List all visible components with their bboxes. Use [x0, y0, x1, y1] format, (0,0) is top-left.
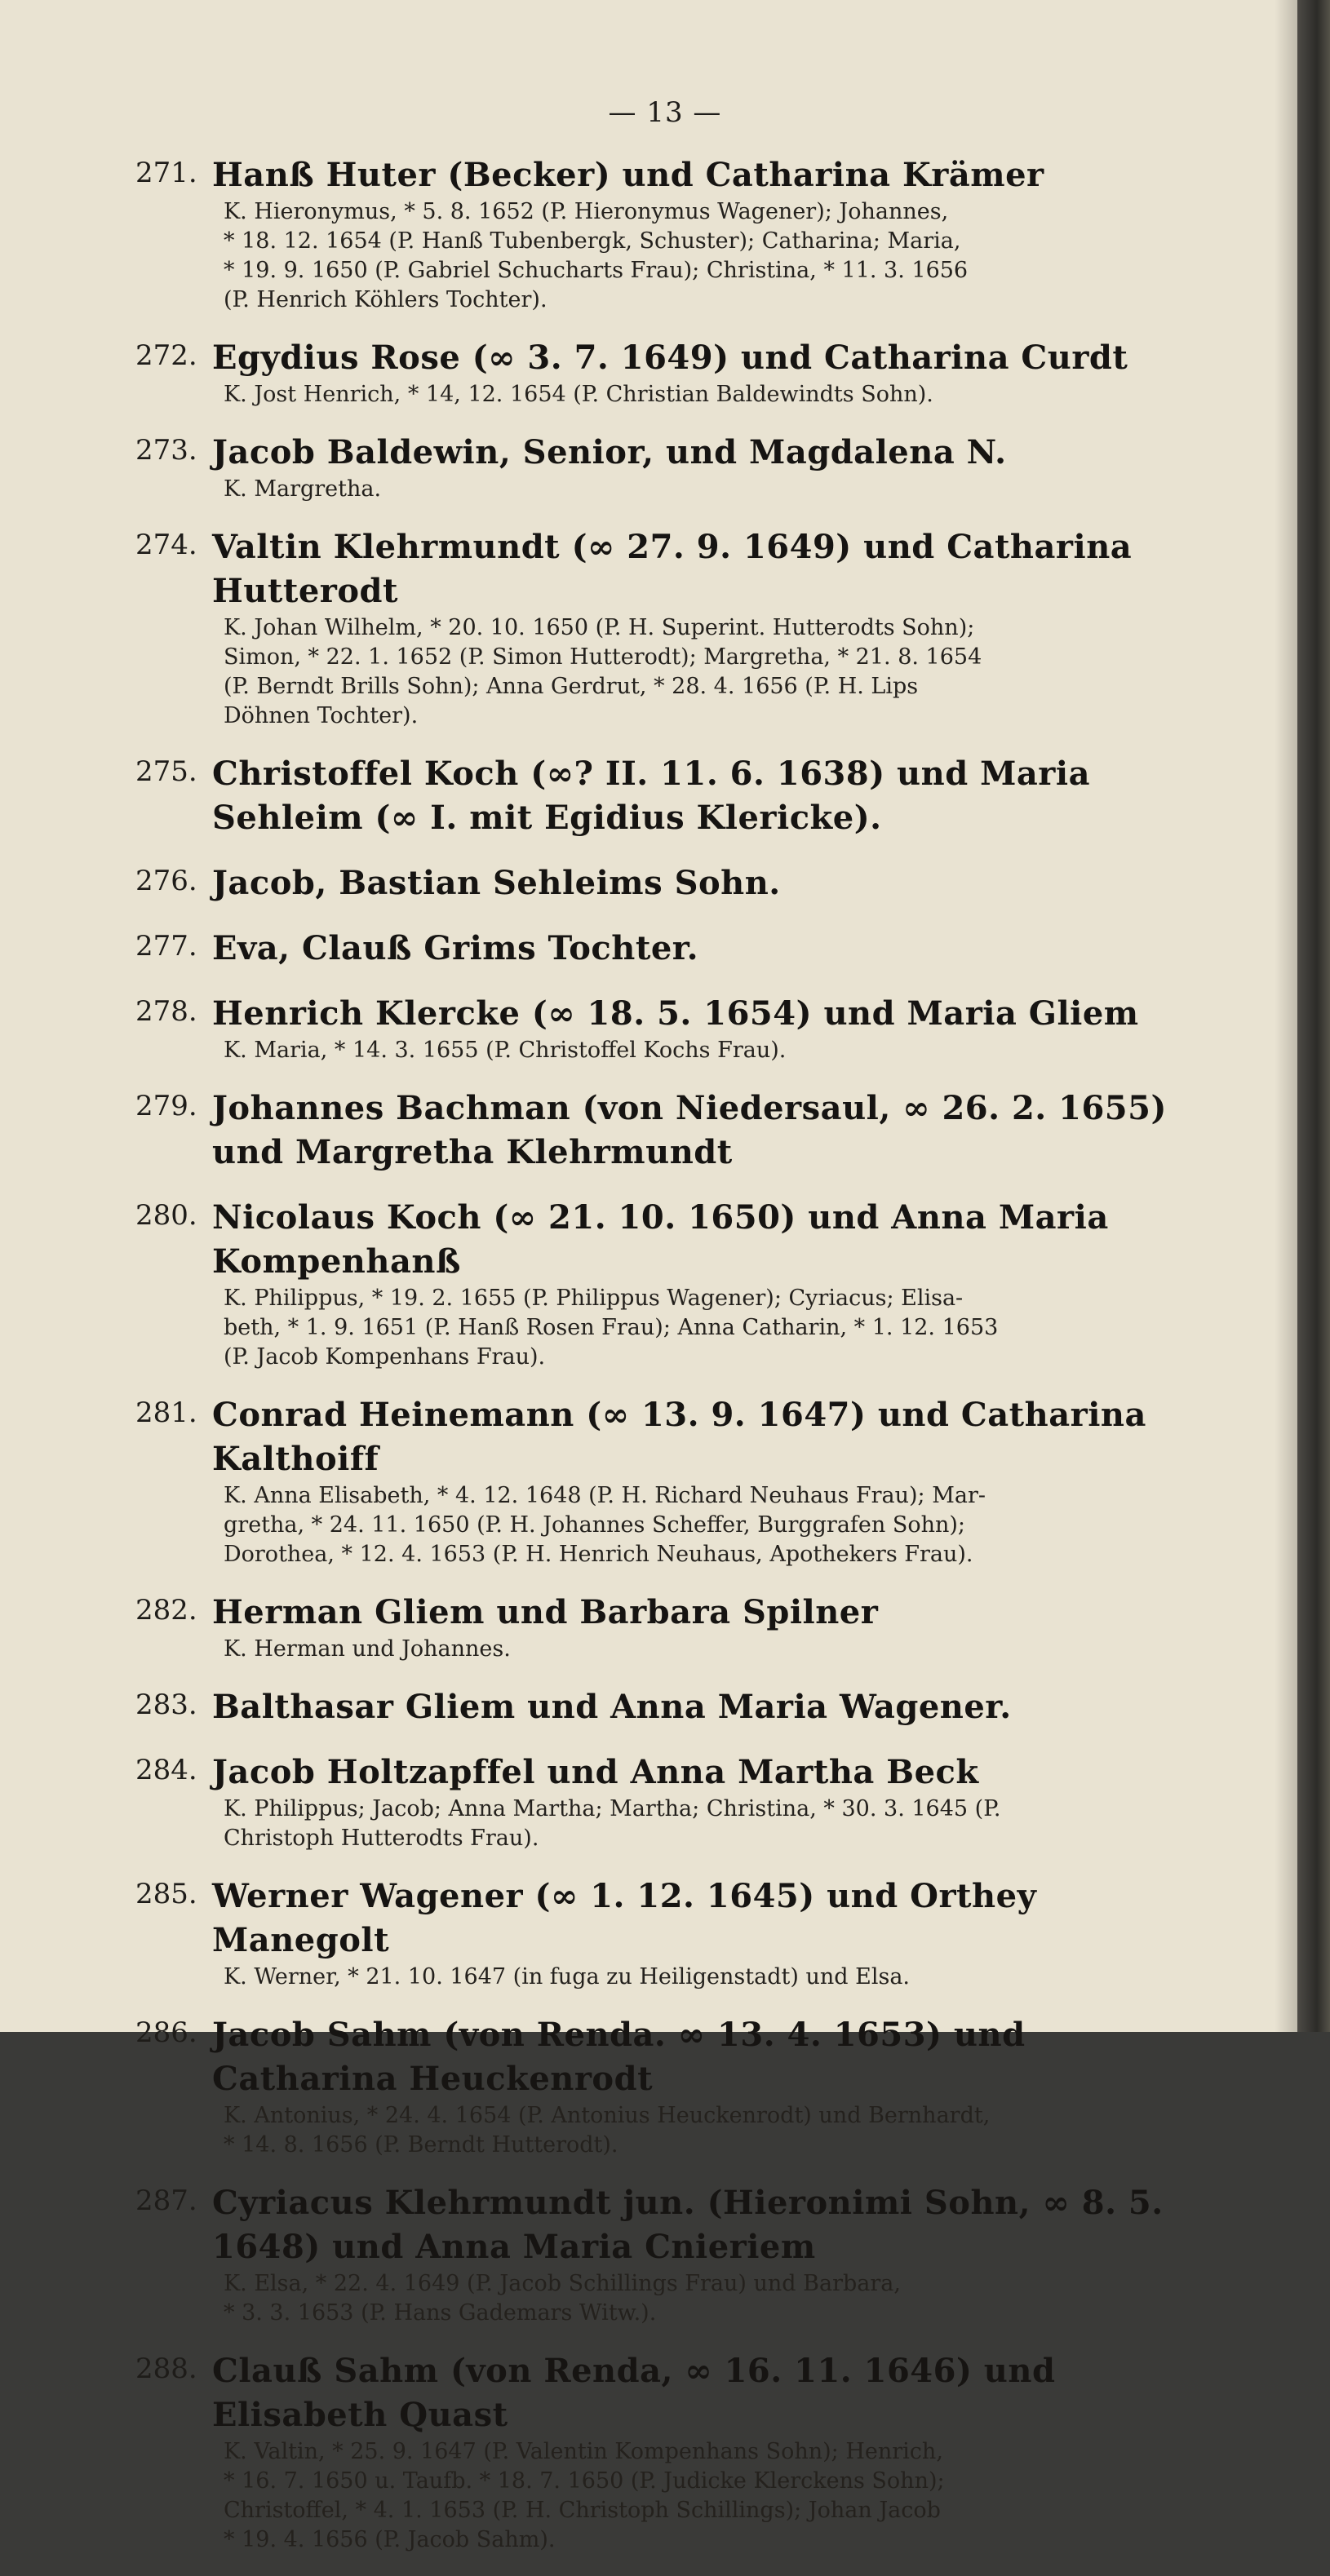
entry-number: 288.	[135, 2352, 197, 2385]
entry-273	[0, 431, 1297, 504]
entry-number: 287.	[135, 2184, 197, 2217]
entry-heading: Egydius Rose (∞ 3. 7. 1649) und Catharina Curdt	[212, 339, 1128, 377]
entry-275	[0, 752, 1297, 840]
entry-children: K. Werner, * 21. 10. 1647 (in fuga zu Heiligenstadt) und Elsa.	[224, 1964, 911, 1990]
entry-heading: Valtin Klehrmundt (∞ 27. 9. 1649) und Catharina Hutterodt	[212, 528, 1133, 610]
entry-children: K. Anna Elisabeth, * 4. 12. 1648 (P. H. Richard Neuhaus Frau); Mar- gretha, * 24. 11. 1650 (P. H. Johannes Scheffer, Burggrafen Sohn); Dorothea, * 12. 4. 1653 (P. H. Henrich Neuhaus, Apothekers Frau).	[224, 1483, 986, 1567]
entry-number: 282.	[135, 1594, 197, 1627]
entry-heading: Christoffel Koch (∞? II. 11. 6. 1638) und Maria Sehleim (∞ I. mit Egidius Klericke).	[212, 755, 1090, 837]
entry-heading: Jacob Baldewin, Senior, und Magdalena N.	[212, 433, 1007, 471]
entry-list	[0, 153, 1297, 2576]
entry-number: 271.	[135, 157, 197, 189]
entry-children: K. Hieronymus, * 5. 8. 1652 (P. Hieronymus Wagener); Johannes, * 18. 12. 1654 (P. Hanß Tubenbergk, Schuster); Catharina; Maria, * 19. 9. 1650 (P. Gabriel Schucharts Frau); Christina, * 11. 3. 1656 (P. Henrich Köhlers Tochter).	[224, 199, 969, 312]
entry-heading: Jacob, Bastian Sehleims Sohn.	[212, 864, 781, 902]
entry-278	[0, 992, 1297, 1065]
entry-heading: Nicolaus Koch (∞ 21. 10. 1650) und Anna Maria Kompenhanß	[212, 1198, 1109, 1281]
entry-children: K. Johan Wilhelm, * 20. 10. 1650 (P. H. Superint. Hutterodts Sohn); Simon, * 22. 1. 1652 (P. Simon Hutterodt); Margretha, * 21. 8. 1654 (P. Berndt Brills Sohn); Anna Gerdrut, * 28. 4. 1656 (P. H. Lips Döhnen Tochter).	[224, 615, 982, 728]
entry-285	[0, 1874, 1297, 1992]
entry-heading: Werner Wagener (∞ 1. 12. 1645) und Orthey Manegolt	[212, 1877, 1037, 1959]
entry-children: K. Philippus; Jacob; Anna Martha; Martha; Christina, * 30. 3. 1645 (P. Christoph Hutterodts Frau).	[224, 1796, 1001, 1851]
entry-number: 283.	[135, 1689, 197, 1721]
entry-number: 279.	[135, 1090, 197, 1122]
entry-284	[0, 1751, 1297, 1853]
entry-number: 276.	[135, 865, 197, 897]
entry-271	[0, 153, 1297, 315]
entry-282	[0, 1591, 1297, 1664]
book-page-edge	[1297, 0, 1330, 2032]
entry-276	[0, 861, 1297, 905]
entry-286	[0, 2013, 1297, 2160]
entry-children: K. Jost Henrich, * 14, 12. 1654 (P. Christian Baldewindts Sohn).	[224, 382, 933, 407]
entry-children: K. Elsa, * 22. 4. 1649 (P. Jacob Schillings Frau) und Barbara, * 3. 3. 1653 (P. Hans Gademars Witw.).	[224, 2271, 901, 2326]
entry-heading: Conrad Heinemann (∞ 13. 9. 1647) und Catharina Kalthoiff	[212, 1396, 1146, 1478]
entry-number: 285.	[135, 1878, 197, 1910]
entry-heading: Henrich Klercke (∞ 18. 5. 1654) und Maria Gliem	[212, 994, 1139, 1033]
entry-272	[0, 336, 1297, 409]
page-number: — 13 —	[608, 96, 722, 129]
entry-number: 275.	[135, 755, 197, 788]
entry-281	[0, 1393, 1297, 1569]
entry-number: 272.	[135, 339, 197, 372]
entry-children: K. Antonius, * 24. 4. 1654 (P. Antonius Heuckenrodt) und Bernhardt, * 14. 8. 1656 (P. Berndt Hutterodt).	[224, 2103, 991, 2158]
entry-heading: Johannes Bachman (von Niedersaul, ∞ 26. 2. 1655) und Margretha Klehrmundt	[212, 1089, 1167, 1171]
entry-279	[0, 1087, 1297, 1175]
entry-number: 278.	[135, 995, 197, 1028]
entry-number: 274.	[135, 529, 197, 561]
entry-288	[0, 2349, 1297, 2555]
entry-heading: Eva, Clauß Grims Tochter.	[212, 929, 699, 967]
entry-number: 284.	[135, 1754, 197, 1786]
entry-283	[0, 1685, 1297, 1729]
entry-children: K. Margretha.	[224, 476, 382, 502]
entry-children: K. Herman und Johannes.	[224, 1636, 511, 1662]
entry-heading: Jacob Holtzapffel und Anna Martha Beck	[212, 1753, 979, 1791]
entry-heading: Hanß Huter (Becker) und Catharina Krämer	[212, 156, 1044, 194]
entry-287	[0, 2181, 1297, 2328]
entry-277	[0, 927, 1297, 971]
entry-280	[0, 1196, 1297, 1372]
entry-number: 277.	[135, 930, 197, 963]
entry-number: 280.	[135, 1199, 197, 1232]
entry-children: K. Philippus, * 19. 2. 1655 (P. Philippus Wagener); Cyriacus; Elisa- beth, * 1. 9. 1651 (P. Hanß Rosen Frau); Anna Catharin, * 1. 12. 1653 (P. Jacob Kompenhans Frau).	[224, 1286, 999, 1370]
entry-number: 273.	[135, 434, 197, 467]
entry-number: 281.	[135, 1396, 197, 1429]
entry-heading: Balthasar Gliem und Anna Maria Wagener.	[212, 1688, 1012, 1726]
entry-heading: Clauß Sahm (von Renda, ∞ 16. 11. 1646) und Elisabeth Quast	[212, 2352, 1056, 2434]
entry-heading: Jacob Sahm (von Renda. ∞ 13. 4. 1653) und Catharina Heuckenrodt	[212, 2016, 1026, 2098]
entry-heading: Herman Gliem und Barbara Spilner	[212, 1593, 879, 1631]
entry-children: K. Maria, * 14. 3. 1655 (P. Christoffel Kochs Frau).	[224, 1038, 787, 1063]
entry-number: 286.	[135, 2016, 197, 2049]
entry-children: K. Valtin, * 25. 9. 1647 (P. Valentin Kompenhans Sohn); Henrich, * 16. 7. 1650 u. Taufb. * 18. 7. 1650 (P. Judicke Klerckens Sohn); Christoffel, * 4. 1. 1653 (P. H. Christoph Schillings); Johan Jacob * 19. 4. 1656 (P. Jacob Sahm).	[224, 2439, 945, 2552]
entry-274	[0, 525, 1297, 731]
entry-heading: Cyriacus Klehrmundt jun. (Hieronimi Sohn, ∞ 8. 5. 1648) und Anna Maria Cnieriem	[212, 2184, 1164, 2266]
